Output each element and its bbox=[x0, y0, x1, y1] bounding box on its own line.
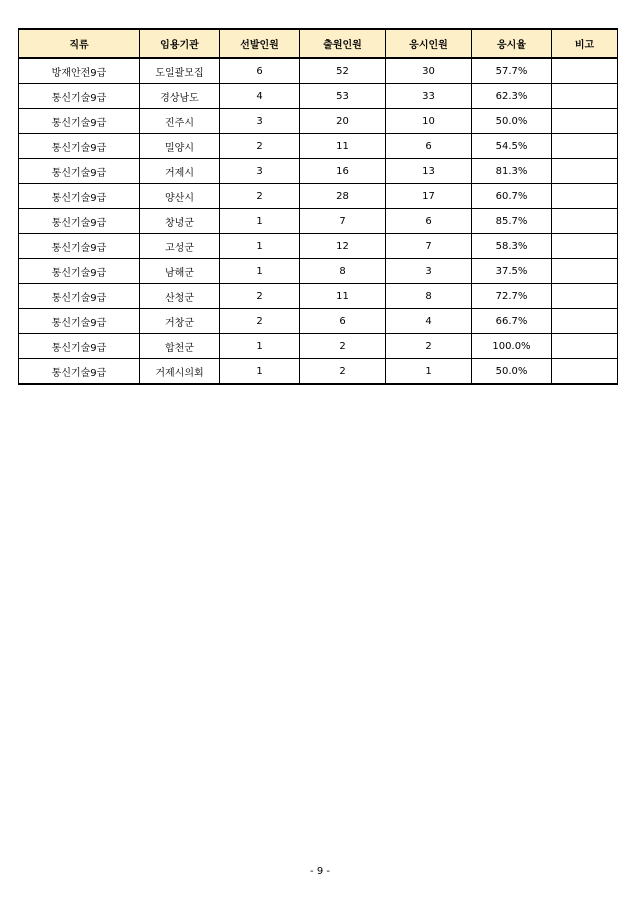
table-cell: 방재안전9급 bbox=[19, 58, 140, 84]
table-cell: 17 bbox=[386, 184, 472, 209]
table-cell: 57.7% bbox=[472, 58, 552, 84]
column-header: 비고 bbox=[552, 29, 618, 58]
table-cell: 50.0% bbox=[472, 109, 552, 134]
table-cell: 6 bbox=[386, 134, 472, 159]
table-cell: 66.7% bbox=[472, 309, 552, 334]
table-cell: 58.3% bbox=[472, 234, 552, 259]
table-cell bbox=[552, 359, 618, 385]
page-number: - 9 - bbox=[310, 866, 330, 877]
table-cell: 2 bbox=[386, 334, 472, 359]
table-cell: 7 bbox=[300, 209, 386, 234]
table-cell: 통신기술9급 bbox=[19, 209, 140, 234]
table-cell: 8 bbox=[386, 284, 472, 309]
table-cell: 1 bbox=[220, 359, 300, 385]
table-cell: 1 bbox=[220, 334, 300, 359]
table-cell: 2 bbox=[300, 359, 386, 385]
table-row bbox=[19, 234, 618, 259]
table-cell: 60.7% bbox=[472, 184, 552, 209]
table-cell: 4 bbox=[386, 309, 472, 334]
table-cell: 3 bbox=[220, 109, 300, 134]
table-row bbox=[19, 184, 618, 209]
column-header: 임용기관 bbox=[140, 29, 220, 58]
table-cell: 37.5% bbox=[472, 259, 552, 284]
table-cell: 28 bbox=[300, 184, 386, 209]
table-cell: 창녕군 bbox=[140, 209, 220, 234]
table-cell bbox=[552, 109, 618, 134]
table-cell: 11 bbox=[300, 134, 386, 159]
table-cell: 경상남도 bbox=[140, 84, 220, 109]
table-cell: 8 bbox=[300, 259, 386, 284]
table-row bbox=[19, 259, 618, 284]
recruitment-table bbox=[18, 28, 618, 385]
column-header: 응시인원 bbox=[386, 29, 472, 58]
table-cell: 통신기술9급 bbox=[19, 334, 140, 359]
table-cell: 2 bbox=[220, 284, 300, 309]
table-cell: 도일괄모집 bbox=[140, 58, 220, 84]
table-cell: 10 bbox=[386, 109, 472, 134]
table-cell: 100.0% bbox=[472, 334, 552, 359]
table-row bbox=[19, 159, 618, 184]
table-cell: 3 bbox=[220, 159, 300, 184]
table-cell: 2 bbox=[220, 309, 300, 334]
table-row bbox=[19, 309, 618, 334]
table-row bbox=[19, 84, 618, 109]
table-cell: 52 bbox=[300, 58, 386, 84]
table-cell: 2 bbox=[300, 334, 386, 359]
table-cell: 81.3% bbox=[472, 159, 552, 184]
table-cell: 6 bbox=[220, 58, 300, 84]
table-cell bbox=[552, 309, 618, 334]
table-cell bbox=[552, 184, 618, 209]
table-cell bbox=[552, 84, 618, 109]
table-cell bbox=[552, 284, 618, 309]
table-cell: 6 bbox=[386, 209, 472, 234]
table-cell: 진주시 bbox=[140, 109, 220, 134]
table-cell: 4 bbox=[220, 84, 300, 109]
table-cell bbox=[552, 159, 618, 184]
table-cell: 양산시 bbox=[140, 184, 220, 209]
table-cell: 통신기술9급 bbox=[19, 359, 140, 385]
table-body bbox=[19, 58, 618, 384]
table-cell: 고성군 bbox=[140, 234, 220, 259]
table-row bbox=[19, 109, 618, 134]
table-cell: 통신기술9급 bbox=[19, 84, 140, 109]
table-cell: 30 bbox=[386, 58, 472, 84]
table-cell: 거제시 bbox=[140, 159, 220, 184]
column-header: 선발인원 bbox=[220, 29, 300, 58]
table-cell: 12 bbox=[300, 234, 386, 259]
table-cell bbox=[552, 334, 618, 359]
table-cell: 85.7% bbox=[472, 209, 552, 234]
table-cell: 33 bbox=[386, 84, 472, 109]
table-cell: 7 bbox=[386, 234, 472, 259]
table-cell bbox=[552, 58, 618, 84]
table-cell: 54.5% bbox=[472, 134, 552, 159]
table-cell bbox=[552, 209, 618, 234]
table-row bbox=[19, 334, 618, 359]
table-cell: 1 bbox=[220, 209, 300, 234]
table-cell: 16 bbox=[300, 159, 386, 184]
table-cell: 통신기술9급 bbox=[19, 159, 140, 184]
table-cell: 통신기술9급 bbox=[19, 284, 140, 309]
table-cell: 13 bbox=[386, 159, 472, 184]
table-cell: 밀양시 bbox=[140, 134, 220, 159]
table-cell: 62.3% bbox=[472, 84, 552, 109]
table-cell: 50.0% bbox=[472, 359, 552, 385]
table-cell: 11 bbox=[300, 284, 386, 309]
table-cell: 1 bbox=[220, 234, 300, 259]
table-cell: 산청군 bbox=[140, 284, 220, 309]
table-header-row bbox=[19, 29, 618, 58]
table-cell: 72.7% bbox=[472, 284, 552, 309]
table-cell: 3 bbox=[386, 259, 472, 284]
table-row bbox=[19, 58, 618, 84]
table-cell: 2 bbox=[220, 134, 300, 159]
table-cell: 2 bbox=[220, 184, 300, 209]
table-cell bbox=[552, 234, 618, 259]
table-row bbox=[19, 209, 618, 234]
table-row bbox=[19, 134, 618, 159]
table-cell: 통신기술9급 bbox=[19, 234, 140, 259]
table-cell: 통신기술9급 bbox=[19, 184, 140, 209]
column-header: 직류 bbox=[19, 29, 140, 58]
table-cell bbox=[552, 259, 618, 284]
column-header: 응시율 bbox=[472, 29, 552, 58]
table-cell: 1 bbox=[220, 259, 300, 284]
table-cell: 1 bbox=[386, 359, 472, 385]
table-row bbox=[19, 359, 618, 385]
table-cell: 6 bbox=[300, 309, 386, 334]
column-header: 출원인원 bbox=[300, 29, 386, 58]
table-cell: 통신기술9급 bbox=[19, 309, 140, 334]
table-cell: 합천군 bbox=[140, 334, 220, 359]
table-cell: 통신기술9급 bbox=[19, 109, 140, 134]
table-cell: 거제시의회 bbox=[140, 359, 220, 385]
table-cell: 거창군 bbox=[140, 309, 220, 334]
table-cell: 통신기술9급 bbox=[19, 134, 140, 159]
table-cell: 20 bbox=[300, 109, 386, 134]
table-cell bbox=[552, 134, 618, 159]
table-cell: 통신기술9급 bbox=[19, 259, 140, 284]
table-cell: 53 bbox=[300, 84, 386, 109]
table-cell: 남해군 bbox=[140, 259, 220, 284]
table-row bbox=[19, 284, 618, 309]
